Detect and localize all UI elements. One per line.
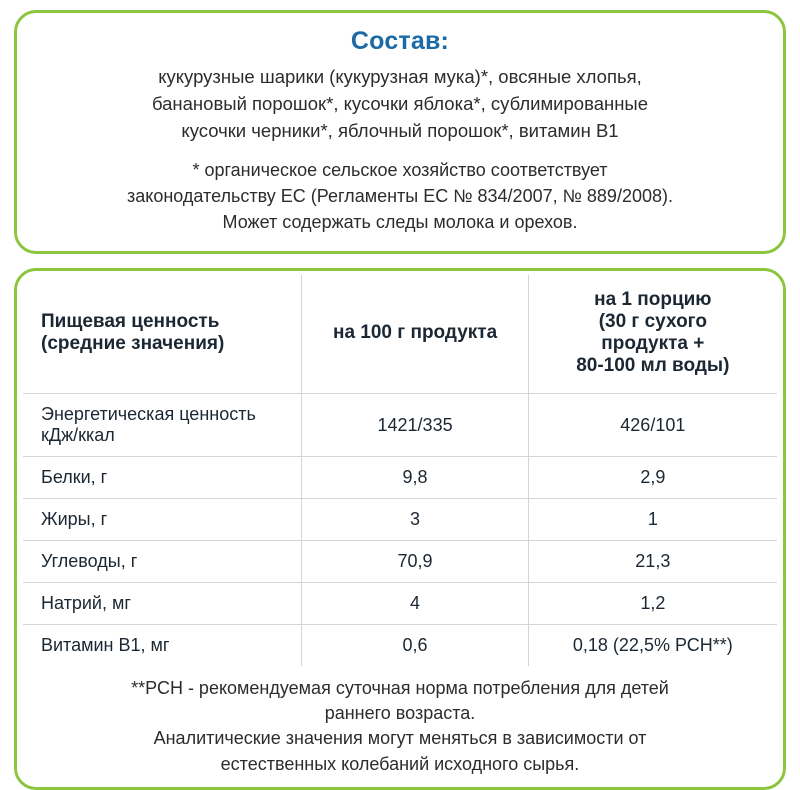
row-label bbox=[23, 499, 302, 541]
composition-title: Состав: bbox=[350, 27, 450, 55]
row-value-per-serving: 21,3 bbox=[528, 541, 777, 583]
row-value-per-serving: 2,9 bbox=[528, 457, 777, 499]
row-label-line: Белки, г bbox=[41, 467, 108, 488]
table-row bbox=[23, 499, 777, 541]
ingredients-line: кусочки черники*, яблочный порошок*, витамин В1 bbox=[181, 119, 619, 141]
row-value-per-100g: 3 bbox=[302, 499, 528, 541]
row-value-per-serving: 1 bbox=[528, 499, 777, 541]
header-line: на 100 г продукта bbox=[332, 322, 498, 344]
ingredients-line: кукурузные шарики (кукурузная мука)*, овсяные хлопья, bbox=[158, 66, 642, 87]
table-row bbox=[23, 541, 777, 583]
footnote-line: **РСН - рекомендуемая суточная норма потребления для детей bbox=[131, 678, 669, 699]
row-label-line: Энергетическая ценность bbox=[41, 404, 256, 425]
row-label bbox=[23, 394, 302, 457]
composition-note-line: законодательству ЕС (Регламенты ЕС № 834/2007, № 889/2008). bbox=[127, 185, 673, 206]
row-label bbox=[23, 583, 302, 625]
row-label bbox=[23, 625, 302, 667]
nutrition-table bbox=[23, 275, 777, 666]
row-value-per-100g: 1421/335 bbox=[302, 394, 528, 457]
table-row bbox=[23, 394, 777, 457]
row-label-line: Жиры, г bbox=[41, 509, 108, 530]
row-value-per-serving: 1,2 bbox=[528, 583, 777, 625]
row-label-line: Витамин В1, мг bbox=[41, 635, 170, 656]
table-row bbox=[23, 583, 777, 625]
composition-note-line: * органическое сельское хозяйство соответствует bbox=[192, 160, 608, 181]
nutrition-table-header bbox=[23, 275, 777, 394]
table-header-row bbox=[23, 275, 777, 394]
footnote-line: раннего возраста. bbox=[324, 703, 476, 724]
row-label-line: кДж/ккал bbox=[41, 425, 115, 446]
footnote-line: Аналитические значения могут меняться в зависимости от bbox=[153, 728, 647, 749]
header-cell-nutrient bbox=[23, 275, 302, 394]
footnote-line: естественных колебаний исходного сырья. bbox=[220, 753, 580, 774]
header-line: (30 г сухого bbox=[598, 311, 707, 333]
row-label-line: Углеводы, г bbox=[41, 551, 138, 572]
row-value-per-serving: 426/101 bbox=[528, 394, 777, 457]
row-value-per-100g: 0,6 bbox=[302, 625, 528, 667]
nutrition-footnote bbox=[23, 676, 777, 777]
row-value-per-100g: 4 bbox=[302, 583, 528, 625]
table-row bbox=[23, 457, 777, 499]
composition-note-line: Может содержать следы молока и орехов. bbox=[222, 211, 578, 232]
header-line: продукта + bbox=[601, 333, 705, 355]
row-label bbox=[23, 457, 302, 499]
header-line: (средние значения) bbox=[41, 333, 225, 355]
composition-ingredients bbox=[43, 64, 757, 144]
table-row bbox=[23, 625, 777, 667]
header-line: на 1 порцию bbox=[594, 289, 712, 311]
header-cell-per-serving bbox=[528, 275, 777, 394]
nutrition-table-body bbox=[23, 394, 777, 667]
row-label bbox=[23, 541, 302, 583]
nutrition-panel bbox=[14, 268, 786, 790]
composition-note bbox=[43, 158, 757, 235]
row-label-line: Натрий, мг bbox=[41, 593, 131, 614]
ingredients-line: банановый порошок*, кусочки яблока*, сублимированные bbox=[151, 92, 649, 114]
header-line: Пищевая ценность bbox=[41, 311, 220, 333]
header-line: 80-100 мл воды) bbox=[576, 355, 730, 377]
row-value-per-serving: 0,18 (22,5% РСН**) bbox=[528, 625, 777, 667]
row-value-per-100g: 70,9 bbox=[302, 541, 528, 583]
composition-panel bbox=[14, 10, 786, 254]
row-value-per-100g: 9,8 bbox=[302, 457, 528, 499]
header-cell-per-100g bbox=[302, 275, 528, 394]
